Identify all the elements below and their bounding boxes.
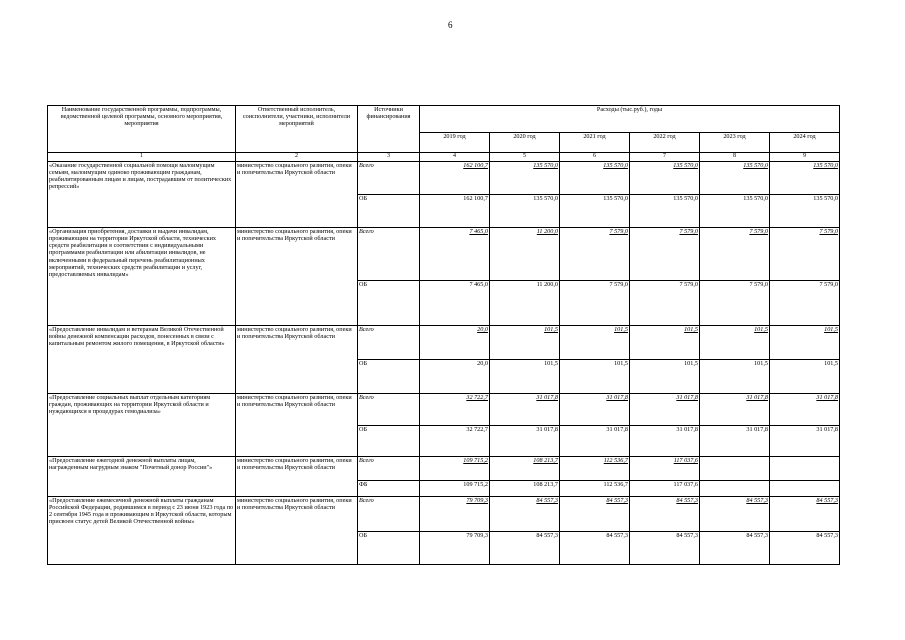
- source-value: 108 213,7: [490, 481, 560, 497]
- total-value: 20,0: [420, 326, 490, 360]
- activity-name: «Организация приобретения, доставки и выдачи инвалидам, проживающим на территории Иркутской области, технических средств реабилитации в соответствии с индивидуальными программами реабилитации или абилитации инвалидов, не включенными в федеральный перечень реабилитационных мероприятий, технических средств реабилитации и услуг, предоставляемых инвалидам»: [48, 228, 236, 326]
- source-value: 31 017,8: [700, 426, 770, 457]
- source-value: 7 579,0: [630, 281, 700, 326]
- header-year: 2024 год: [770, 133, 840, 153]
- total-value: 31 017,8: [490, 394, 560, 426]
- total-value: 31 017,8: [770, 394, 840, 426]
- source-value: 135 570,0: [700, 195, 770, 228]
- total-value: 135 570,0: [490, 162, 560, 195]
- activity-name: «Предоставление ежегодной денежной выплаты лицам, награжденным нагрудным знаком "Почетный донор России"»: [48, 457, 236, 497]
- source-value: 7 579,0: [700, 281, 770, 326]
- source-value: 135 570,0: [490, 195, 560, 228]
- source-value: 101,5: [770, 360, 840, 394]
- source-label: ОБ: [358, 426, 420, 457]
- header-year: 2020 год: [490, 133, 560, 153]
- executor: министерство социального развития, опеки и попечительства Иркутской области: [236, 326, 358, 394]
- activity-name: «Предоставление инвалидам и ветеранам Великой Отечественной войны денежной компенсации расходов, понесенных в связи с капитальным ремонтом жилого помещения, в Иркутской области»: [48, 326, 236, 394]
- source-value: 31 017,8: [560, 426, 630, 457]
- total-value: 112 536,7: [560, 457, 630, 481]
- source-value: [700, 481, 770, 497]
- total-value: 84 557,3: [630, 497, 700, 532]
- source-value: 101,5: [630, 360, 700, 394]
- source-value: 79 709,3: [420, 532, 490, 565]
- table-row: [48, 457, 840, 481]
- total-value: 32 722,7: [420, 394, 490, 426]
- header-source: Источники финансирования: [358, 106, 420, 153]
- total-value: 108 213,7: [490, 457, 560, 481]
- source-value: 101,5: [490, 360, 560, 394]
- total-value: 135 570,0: [770, 162, 840, 195]
- source-value: 109 715,2: [420, 481, 490, 497]
- column-number: 5: [490, 153, 560, 162]
- total-value: 117 037,6: [630, 457, 700, 481]
- source-value: 135 570,0: [630, 195, 700, 228]
- total-value: 162 100,7: [420, 162, 490, 195]
- source-value: 101,5: [560, 360, 630, 394]
- total-value: 7 579,0: [560, 228, 630, 281]
- source-label: ОБ: [358, 281, 420, 326]
- total-value: 101,5: [700, 326, 770, 360]
- total-value: 7 465,0: [420, 228, 490, 281]
- table-row: [48, 326, 840, 360]
- source-value: 84 557,3: [560, 532, 630, 565]
- source-total-label: Всего: [358, 162, 420, 195]
- total-value: 31 017,8: [630, 394, 700, 426]
- source-value: 135 570,0: [560, 195, 630, 228]
- activity-name: «Предоставление социальных выплат отдельным категориям граждан, проживающих на территории Иркутской области и нуждающихся в процедурах гемодиализа»: [48, 394, 236, 457]
- source-value: 117 037,6: [630, 481, 700, 497]
- source-value: 84 557,3: [490, 532, 560, 565]
- executor: министерство социального развития, опеки и попечительства Иркутской области: [236, 162, 358, 228]
- page-number: 6: [448, 20, 453, 30]
- column-number: 1: [48, 153, 236, 162]
- total-value: 84 557,3: [560, 497, 630, 532]
- source-value: [770, 481, 840, 497]
- total-value: 135 570,0: [630, 162, 700, 195]
- source-value: 32 722,7: [420, 426, 490, 457]
- column-number: 9: [770, 153, 840, 162]
- total-value: 101,5: [770, 326, 840, 360]
- activity-name: «Оказание государственной социальной помощи малоимущим семьям, малоимущим одиноко проживающим гражданам, реабилитированным лицам и лицам, пострадавшим от политических репрессий»: [48, 162, 236, 228]
- total-value: 101,5: [630, 326, 700, 360]
- source-label: ФБ: [358, 481, 420, 497]
- column-number: 2: [236, 153, 358, 162]
- total-value: [770, 457, 840, 481]
- total-value: 7 579,0: [630, 228, 700, 281]
- total-value: 101,5: [560, 326, 630, 360]
- source-value: 31 017,8: [490, 426, 560, 457]
- executor: министерство социального развития, опеки и попечительства Иркутской области: [236, 228, 358, 326]
- source-label: ОБ: [358, 195, 420, 228]
- header-year: 2022 год: [630, 133, 700, 153]
- source-value: 135 570,0: [770, 195, 840, 228]
- header-year: 2021 год: [560, 133, 630, 153]
- executor: министерство социального развития, опеки и попечительства Иркутской области: [236, 394, 358, 457]
- column-number: 8: [700, 153, 770, 162]
- header-expenses: Расходы (тыс.руб.), годы: [420, 106, 840, 133]
- total-value: 84 557,3: [700, 497, 770, 532]
- table-body: [48, 162, 840, 565]
- source-value: 31 017,8: [630, 426, 700, 457]
- total-value: [700, 457, 770, 481]
- total-value: 79 709,3: [420, 497, 490, 532]
- table-row: [48, 162, 840, 195]
- source-value: 84 557,3: [630, 532, 700, 565]
- source-value: 84 557,3: [770, 532, 840, 565]
- total-value: 84 557,3: [490, 497, 560, 532]
- source-total-label: Всего: [358, 394, 420, 426]
- source-value: 101,5: [700, 360, 770, 394]
- total-value: 7 579,0: [770, 228, 840, 281]
- source-value: 7 579,0: [560, 281, 630, 326]
- total-value: 109 715,2: [420, 457, 490, 481]
- source-value: 112 536,7: [560, 481, 630, 497]
- executor: министерство социального развития, опеки и попечительства Иркутской области: [236, 457, 358, 497]
- total-value: 101,5: [490, 326, 560, 360]
- source-total-label: Всего: [358, 457, 420, 481]
- source-value: 11 200,0: [490, 281, 560, 326]
- source-label: ОБ: [358, 532, 420, 565]
- source-value: 20,0: [420, 360, 490, 394]
- source-value: 31 017,8: [770, 426, 840, 457]
- source-total-label: Всего: [358, 228, 420, 281]
- expenses-table: [47, 105, 840, 565]
- source-value: 84 557,3: [700, 532, 770, 565]
- column-number: 4: [420, 153, 490, 162]
- header-year: 2019 год: [420, 133, 490, 153]
- total-value: 7 579,0: [700, 228, 770, 281]
- source-total-label: Всего: [358, 497, 420, 532]
- table-row: [48, 394, 840, 426]
- source-label: ОБ: [358, 360, 420, 394]
- total-value: 11 200,0: [490, 228, 560, 281]
- total-value: 31 017,8: [560, 394, 630, 426]
- column-number: 6: [560, 153, 630, 162]
- column-number: 7: [630, 153, 700, 162]
- source-value: 7 465,0: [420, 281, 490, 326]
- total-value: 84 557,3: [770, 497, 840, 532]
- total-value: 135 570,0: [700, 162, 770, 195]
- source-value: 162 100,7: [420, 195, 490, 228]
- column-number: 3: [358, 153, 420, 162]
- header-year: 2023 год: [700, 133, 770, 153]
- executor: министерство социального развития, опеки и попечительства Иркутской области: [236, 497, 358, 565]
- table-row: [48, 228, 840, 281]
- activity-name: «Предоставление ежемесячной денежной выплаты гражданам Российской Федерации, родившимся в период с 23 июня 1923 года по 2 сентября 1945 года и проживающим в Иркутской области, которым присвоен статус детей Великой Отечественной войны»: [48, 497, 236, 565]
- source-value: 7 579,0: [770, 281, 840, 326]
- source-total-label: Всего: [358, 326, 420, 360]
- header-name: Наименование государственной программы, подпрограммы, ведомственной целевой программы, основного мероприятия, мероприятия: [48, 106, 236, 153]
- total-value: 135 570,0: [560, 162, 630, 195]
- header-executor: Ответственный исполнитель, соисполнители, участники, исполнители мероприятий: [236, 106, 358, 153]
- table-row: [48, 497, 840, 532]
- total-value: 31 017,8: [700, 394, 770, 426]
